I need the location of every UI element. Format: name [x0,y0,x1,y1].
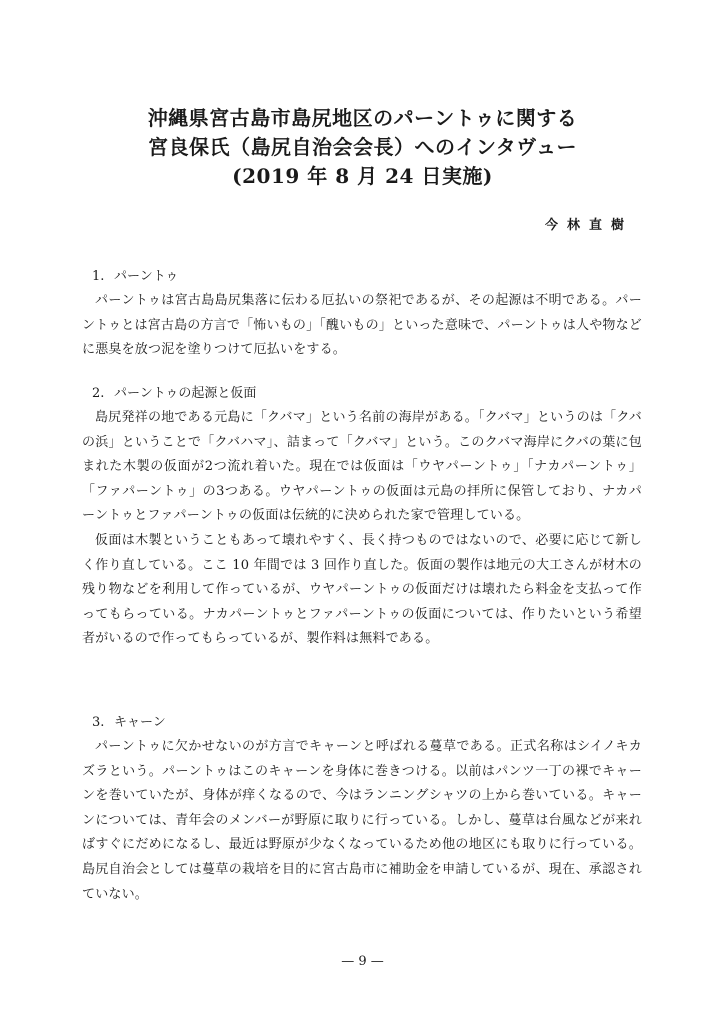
section-3 [82,711,642,907]
title-line-1: 沖縄県宮古島市島尻地区のパーントゥに関する [147,106,578,130]
section-2-paragraph-1: 島尻発祥の地である元島に「クバマ」という名前の海岸がある。「クバマ」というのは「クバの浜」ということで「クバハマ」、詰まって「クバマ」という。このクバマ海岸にクバの葉に包まれた木製の仮面が2つ流れ着いた。現在では仮面は「ウヤパーントゥ」「ナカパーントゥ」「ファパーントゥ」の3つある。ウヤパーントゥの仮面は元島の拝所に保管しており、ナカパーントゥとファパーントゥの仮面は伝統的に決められた家で管理している。 [82,410,642,524]
section-1-paragraph-1: パーントゥは宮古島島尻集落に伝わる厄払いの祭祀であるが、その起源は不明である。パーントゥとは宮古島の方言で「怖いもの」「醜いもの」といった意味で、パーントゥは人や物などに悪臭を放つ泥を塗りつけて厄払いをする。 [82,293,642,358]
section-3-heading [92,711,642,735]
section-1-number: 1. [92,269,105,284]
section-2 [82,382,642,652]
section-1-heading [92,265,642,289]
section-2-number: 2. [92,386,105,401]
page-number: — 9 — [341,954,384,969]
title-line-3: (2019 年 8 月 24 日実施) [232,164,493,188]
section-2-heading [92,382,642,406]
author-name: 今林直樹 [544,218,633,233]
section-2-title: パーントゥの起源と仮面 [114,386,257,401]
title-line-2: 宮良保氏（島尻自治会会長）へのインタヴュー [148,135,577,159]
section-1 [82,265,642,363]
section-3-number: 3. [92,715,105,730]
section-2-paragraph-2: 仮面は木製ということもあって壊れやすく、長く持つものではないので、必要に応じて新しく作り直している。ここ 10 年間では 3 回作り直した。仮面の製作は地元の大工さんが材木の残り物などを利用して作っているが、ウヤパーントゥの仮面だけは壊れたら料金を支払って作ってもらっている。ナカパーントゥとファパーントゥの仮面については、作りたいという希望者がいるので作ってもらっているが、製作料は無料である。 [82,532,642,647]
section-1-title: パーントゥ [114,269,179,284]
section-3-title: キャーン [114,715,166,730]
section-3-paragraph-1: パーントゥに欠かせないのが方言でキャーンと呼ばれる蔓草である。正式名称はシイノキカズラという。パーントゥはこのキャーンを身体に巻きつける。以前はパンツ一丁の裸でキャーンを巻いていたが、身体が痒くなるので、今はランニングシャツの上から巻いている。キャーンについては、青年会のメンバーが野原に取りに行っている。しかし、蔓草は台風などが来ればすぐにだめになるし、最近は野原が少なくなっているため他の地区にも取りに行っている。島尻自治会としては蔓草の栽培を目的に宮古島市に補助金を申請しているが、現在、承認されていない。 [82,739,642,902]
